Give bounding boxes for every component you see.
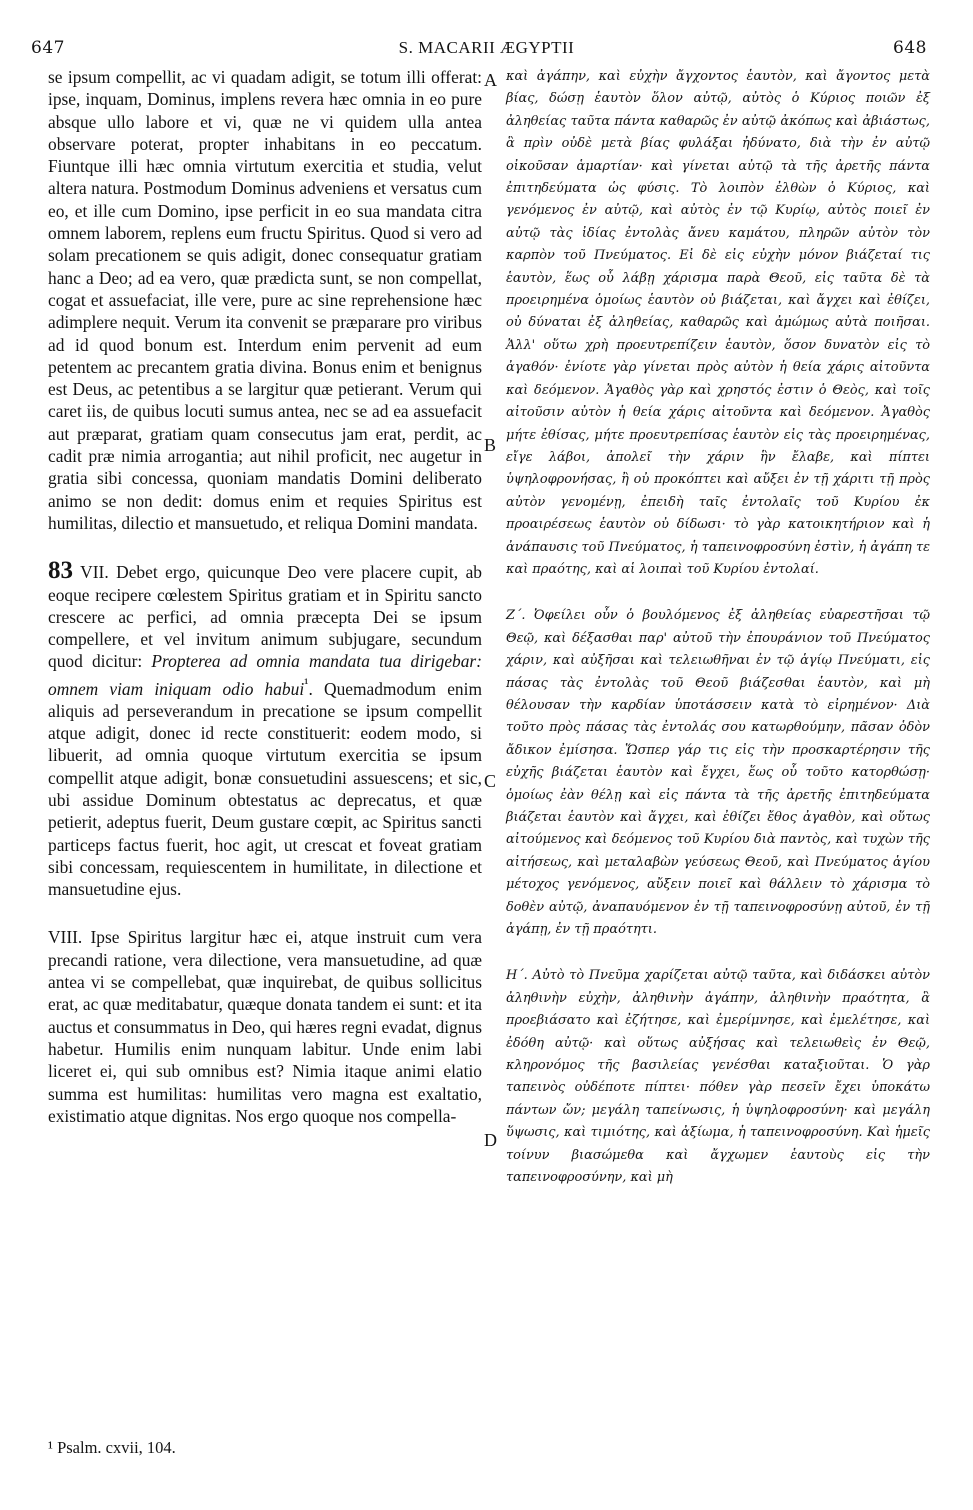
psalm-quotation: Propterea ad omnia mandata tua dirigebar: omnem viam iniquam odio habui: [48, 651, 482, 699]
margin-marker-a: A: [484, 70, 497, 90]
section-number: 83: [48, 557, 73, 585]
latin-paragraph-2: [48, 557, 482, 900]
greek-paragraph-1: καὶ ἀγάπην, καὶ εὐχὴν ἄγχοντος ἑαυτὸν, καὶ ἄγοντος μετὰ βίας, δώσῃ ἑαυτὸν ὅλον αὐτῷ, αὐτὸς ὁ Κύριος ποιῶν ἐξ ἀληθείας ταῦτα πάντα καθαρῶς ἐν αὐτῷ ἀκόπως καὶ ἀβιάστως, ἃ πρὶν οὐδὲ μετὰ βίας φυλάξαι ἠδύνατο, διὰ τὴν ἐν αὐτῷ οἰκοῦσαν ἁμαρτίαν· καὶ γίνεται αὐτῷ τὰ τῆς ἀρετῆς πάντα ἐπιτηδεύματα ὡς φύσις. Τὸ λοιπὸν ἐλθὼν ὁ Κύριος, καὶ γενόμενος ἐν αὐτῷ, καὶ αὐτὸς ἐν τῷ Κυρίῳ, αὐτὸς ποιεῖ ἐν αὐτῷ τὰς ἰδίας ἐντολὰς ἄνευ καμάτου, πληρῶν αὐτὸν τὸν καρπὸν τοῦ Πνεύματος. Εἰ δὲ εἰς εὐχὴν μόνον βιάζεταί τις ἑαυτὸν, ἕως οὗ λάβῃ χάρισμα παρὰ Θεοῦ, εἰς ταῦτα δὲ τὰ προειρημένα ὁμοίως ἑαυτὸν οὐ βιάζεται, καὶ ἄγχει καὶ ἐθίζει, οὐ δύναται ἐξ ἀληθείας, καθαρῶς καὶ ἀμώμως αὐτὰ ποιῆσαι. Ἀλλ' οὕτω χρὴ προευτρεπίζειν ἑαυτὸν, ὅσον δυνατὸν εἰς τὸ ἀγαθόν· ἐνίοτε γὰρ γίνεται πρὸς αὐτὸν ἡ θεία χάρις αἰτοῦντα καὶ δεόμενον. Ἀγαθὸς γὰρ καὶ χρηστός ἐστιν ὁ Θεὸς, καὶ τοῖς αἰτοῦσιν αὐτὸν ἡ θεία χάρις αἰτοῦντα καὶ δεόμενον. Ἀγαθὸς μήτε ἐθίσας, μήτε προευτρεπίσας ἑαυτὸν εἰς τὰς προειρημένας, εἴγε λάβοι, ἀπολεῖ τὴν χάριν ἣν ἔλαβε, καὶ πίπτει ὑψηλοφρονήσας, ἢ οὐ προκόπτει καὶ αὔξει ἐν τῇ χάριτι τῇ πρὸς αὐτὸν γενομένῃ, ἐπειδὴ ταῖς ἐντολαῖς τοῦ Κυρίου ἐκ προαιρέσεως ἑαυτὸν οὐ δίδωσι· τὸ γὰρ κατοικητήριον καὶ ἡ ἀνάπαυσις τοῦ Πνεύματος, ἡ ταπεινοφροσύνη ἐστὶν, ἡ ἀγάπη τε καὶ πραότης, καὶ αἱ λοιπαὶ τοῦ Κυρίου ἐντολαί.: [506, 69, 930, 577]
greek-paragraph-3: Η΄. Αὐτὸ τὸ Πνεῦμα χαρίζεται αὐτῷ ταῦτα, καὶ διδάσκει αὐτὸν ἀληθινὴν εὐχὴν, ἀληθινὴν ἀγάπην, ἀληθινὴν πραότητα, ἃ προεβιάσατο καὶ ἐζήτησε, καὶ ἐμερίμνησε, καὶ ἐμελέτησε, καὶ ἐδόθη αὐτῷ· καὶ οὕτως αὐξήσας καὶ τελειωθεὶς ἐν Θεῷ, κληρονόμος τῆς βασιλείας γενέσθαι καταξιοῦται. Ὁ γὰρ ταπεινὸς οὐδέποτε πίπτει· πόθεν γὰρ πεσεῖν ἔχει ὑποκάτω πάντων ὤν; μεγάλη ταπείνωσις, ἡ ὑψηλοφροσύνη· καὶ μεγάλη ὕψωσις, καὶ τιμιότης, καὶ ἀξίωμα, ἡ ταπεινοφροσύνη. Καὶ ἡμεῖς τοίνυν βιασώμεθα καὶ ἄγχωμεν ἑαυτοὺς εἰς τὴν ταπεινοφροσύνην, καὶ μὴ: [506, 968, 930, 1186]
running-title: S. MACARII ÆGYPTII: [398, 38, 575, 57]
latin-paragraph-1: se ipsum compellit, ac vi quadam adigit, se totum illi offerat: ipse, inquam, Dominus, implens revera hæc omnia in eo pure absque ullo labore et vi, quæ ne vi quidem ulla antea observare poterat, propter inhabitans in eo peccatum. Fiuntque illi hæc omnia virtutum exercitia et studia, velut altera natura. Postmodum Dominus adveniens et versatus cum eo, et ille cum Domino, ipse perficit in eo sua mandata citra omnem laborem, replens eum fructu Spiritus. Quod si vero ad solam precationem se quis adigit, donec consequatur gratiam hanc a Deo; ad ea vero, quæ prædicta sunt, se non compellat, cogat et assuefaciat, ille vere, pure ac sine reprehensione hæc adimplere nequit. Verum ita convenit se præparare pro viribus ad id quod bonum est. Interdum enim pervenit ad eum petentem ac precantem gratia divina. Bonus enim et benignus est Deus, ac petentibus a se largitur quæ petierant. Verum qui caret iis, de quibus locuti sumus antea, nec se ad ea assuefacit aut præparat, gratiam quam consecutus jam erat, perdit, ac cadit præ nimia arrogantia; aut nihil proficit, nec augetur in gratia sibi concessa, quoniam mandatis Domini deliberato animo se non dedit: domus enim et requies Spiritus est humilitas, dilectio et mansuetudo, et reliqua Domini mandata.: [48, 67, 482, 533]
margin-marker-b: B: [484, 435, 497, 455]
page-number-right: 648: [893, 38, 927, 58]
page-number-left: 647: [31, 38, 65, 58]
latin-paragraph-2-rest: . Quemadmodum enim aliquis ad perseverandum in precatione se ipsum compellit atque adigit, donec id recte constituerit: eodem modo, si libuerit, ad omnia quoque virtutum exercitia se ipsum compellit atque adigit, bonæ consuetudini assuescens; et sic, ubi assidue Dominum obtestatus ac deprecatus, et quæ petierit, adeptus fuerit, Deum gustare cœpit, ac Spiritus sancti particeps factus fuerit, hoc agit, ut crescat et foveat gratiam sibi concessam, requiescentem in humilitate, in dilectione et mansuetudine ejus.: [48, 678, 482, 900]
greek-paragraph-2: Ζ΄. Ὀφείλει οὖν ὁ βουλόμενος ἐξ ἀληθείας εὐαρεστῆσαι τῷ Θεῷ, καὶ δέξασθαι παρ' αὐτοῦ τὴν ἐπουράνιον τοῦ Πνεύματος χάριν, καὶ αὐξῆσαι καὶ τελειωθῆναι ἐν τῷ ἁγίῳ Πνεύματι, εἰς πάσας τὰς ἐντολὰς τοῦ Θεοῦ βιάζεσθαι ἑαυτὸν, καὶ μὴ θέλουσαν τὴν καρδίαν ὑποτάσσειν κατὰ τὸ εἰρημένον· Διὰ τοῦτο πρὸς πάσας τὰς ἐντολάς σου κατωρθούμην, πᾶσαν ὁδὸν ἄδικον ἐμίσησα. Ὥσπερ γάρ τις εἰς τὴν προσκαρτέρησιν τῆς εὐχῆς βιάζεται ἑαυτὸν καὶ ἔγχει, ἕως οὗ τοῦτο κατορθώσῃ· ὁμοίως ἐὰν θέλῃ καὶ εἰς πάντα τὰ τῆς ἀρετῆς ἐπιτηδεύματα βιάζεται ἑαυτὸν καὶ ἄγχει, καὶ ἐθίζει ἔθος ἀγαθὸν, καὶ οὕτως αἰτούμενος καὶ δεόμενος τοῦ Κυρίου διὰ παντὸς, καὶ τυχὼν τῆς αἰτήσεως, καὶ μεταλαβὼν γεύσεως Θεοῦ, καὶ Πνεύματος ἁγίου μέτοχος γενόμενος, αὔξειν ποιεῖ καὶ θάλλειν τὸ χάρισμα τὸ δοθὲν αὐτῷ, ἀναπαυόμενον ἐν τῇ ταπεινοφροσύνῃ αὐτοῦ, ἐν τῇ ἀγάπῃ, ἐν τῇ πραότητι.: [506, 608, 930, 938]
margin-marker-d: D: [484, 1130, 497, 1150]
latin-paragraph-3: VIII. Ipse Spiritus largitur hæc ei, atque instruit cum vera precandi ratione, vera dilectione, vera mansuetudine, ad quæ antea vi se compellebat, quæ inquirebat, de quibus sollicitus erat, ac quæ meditabatur, quæque donata tandem ei sunt: et ita auctus et consummatus in Deo, qui hæres regni evadat, dignus habetur. Humilis enim nunquam labitur. Unde enim labi liceret ei, qui sub omnibus est? Nimia itaque animi elatio summa est humilitas: humilitas vero magna est exaltatio, existimatio atque dignitas. Nos ergo quoque nos compella-: [48, 927, 482, 1126]
latin-paragraph-2-start: VII. Debet ergo, quicunque Deo vere placere cupit, ab eoque recipere cœlestem Spiritus gratiam et in Spiritu sancto crescere ac perfici, ad omnia præcepta Dei se ipsum compellere, et vel invitum animum subjugare, secundum quod dicitur:: [48, 562, 482, 672]
greek-column: [506, 66, 930, 1190]
latin-column: [48, 66, 482, 1127]
footnote: ¹ Psalm. cxvii, 104.: [48, 1438, 176, 1457]
margin-marker-c: C: [484, 771, 497, 791]
running-header: [0, 38, 973, 62]
footnote-marker: ¹: [304, 675, 309, 692]
